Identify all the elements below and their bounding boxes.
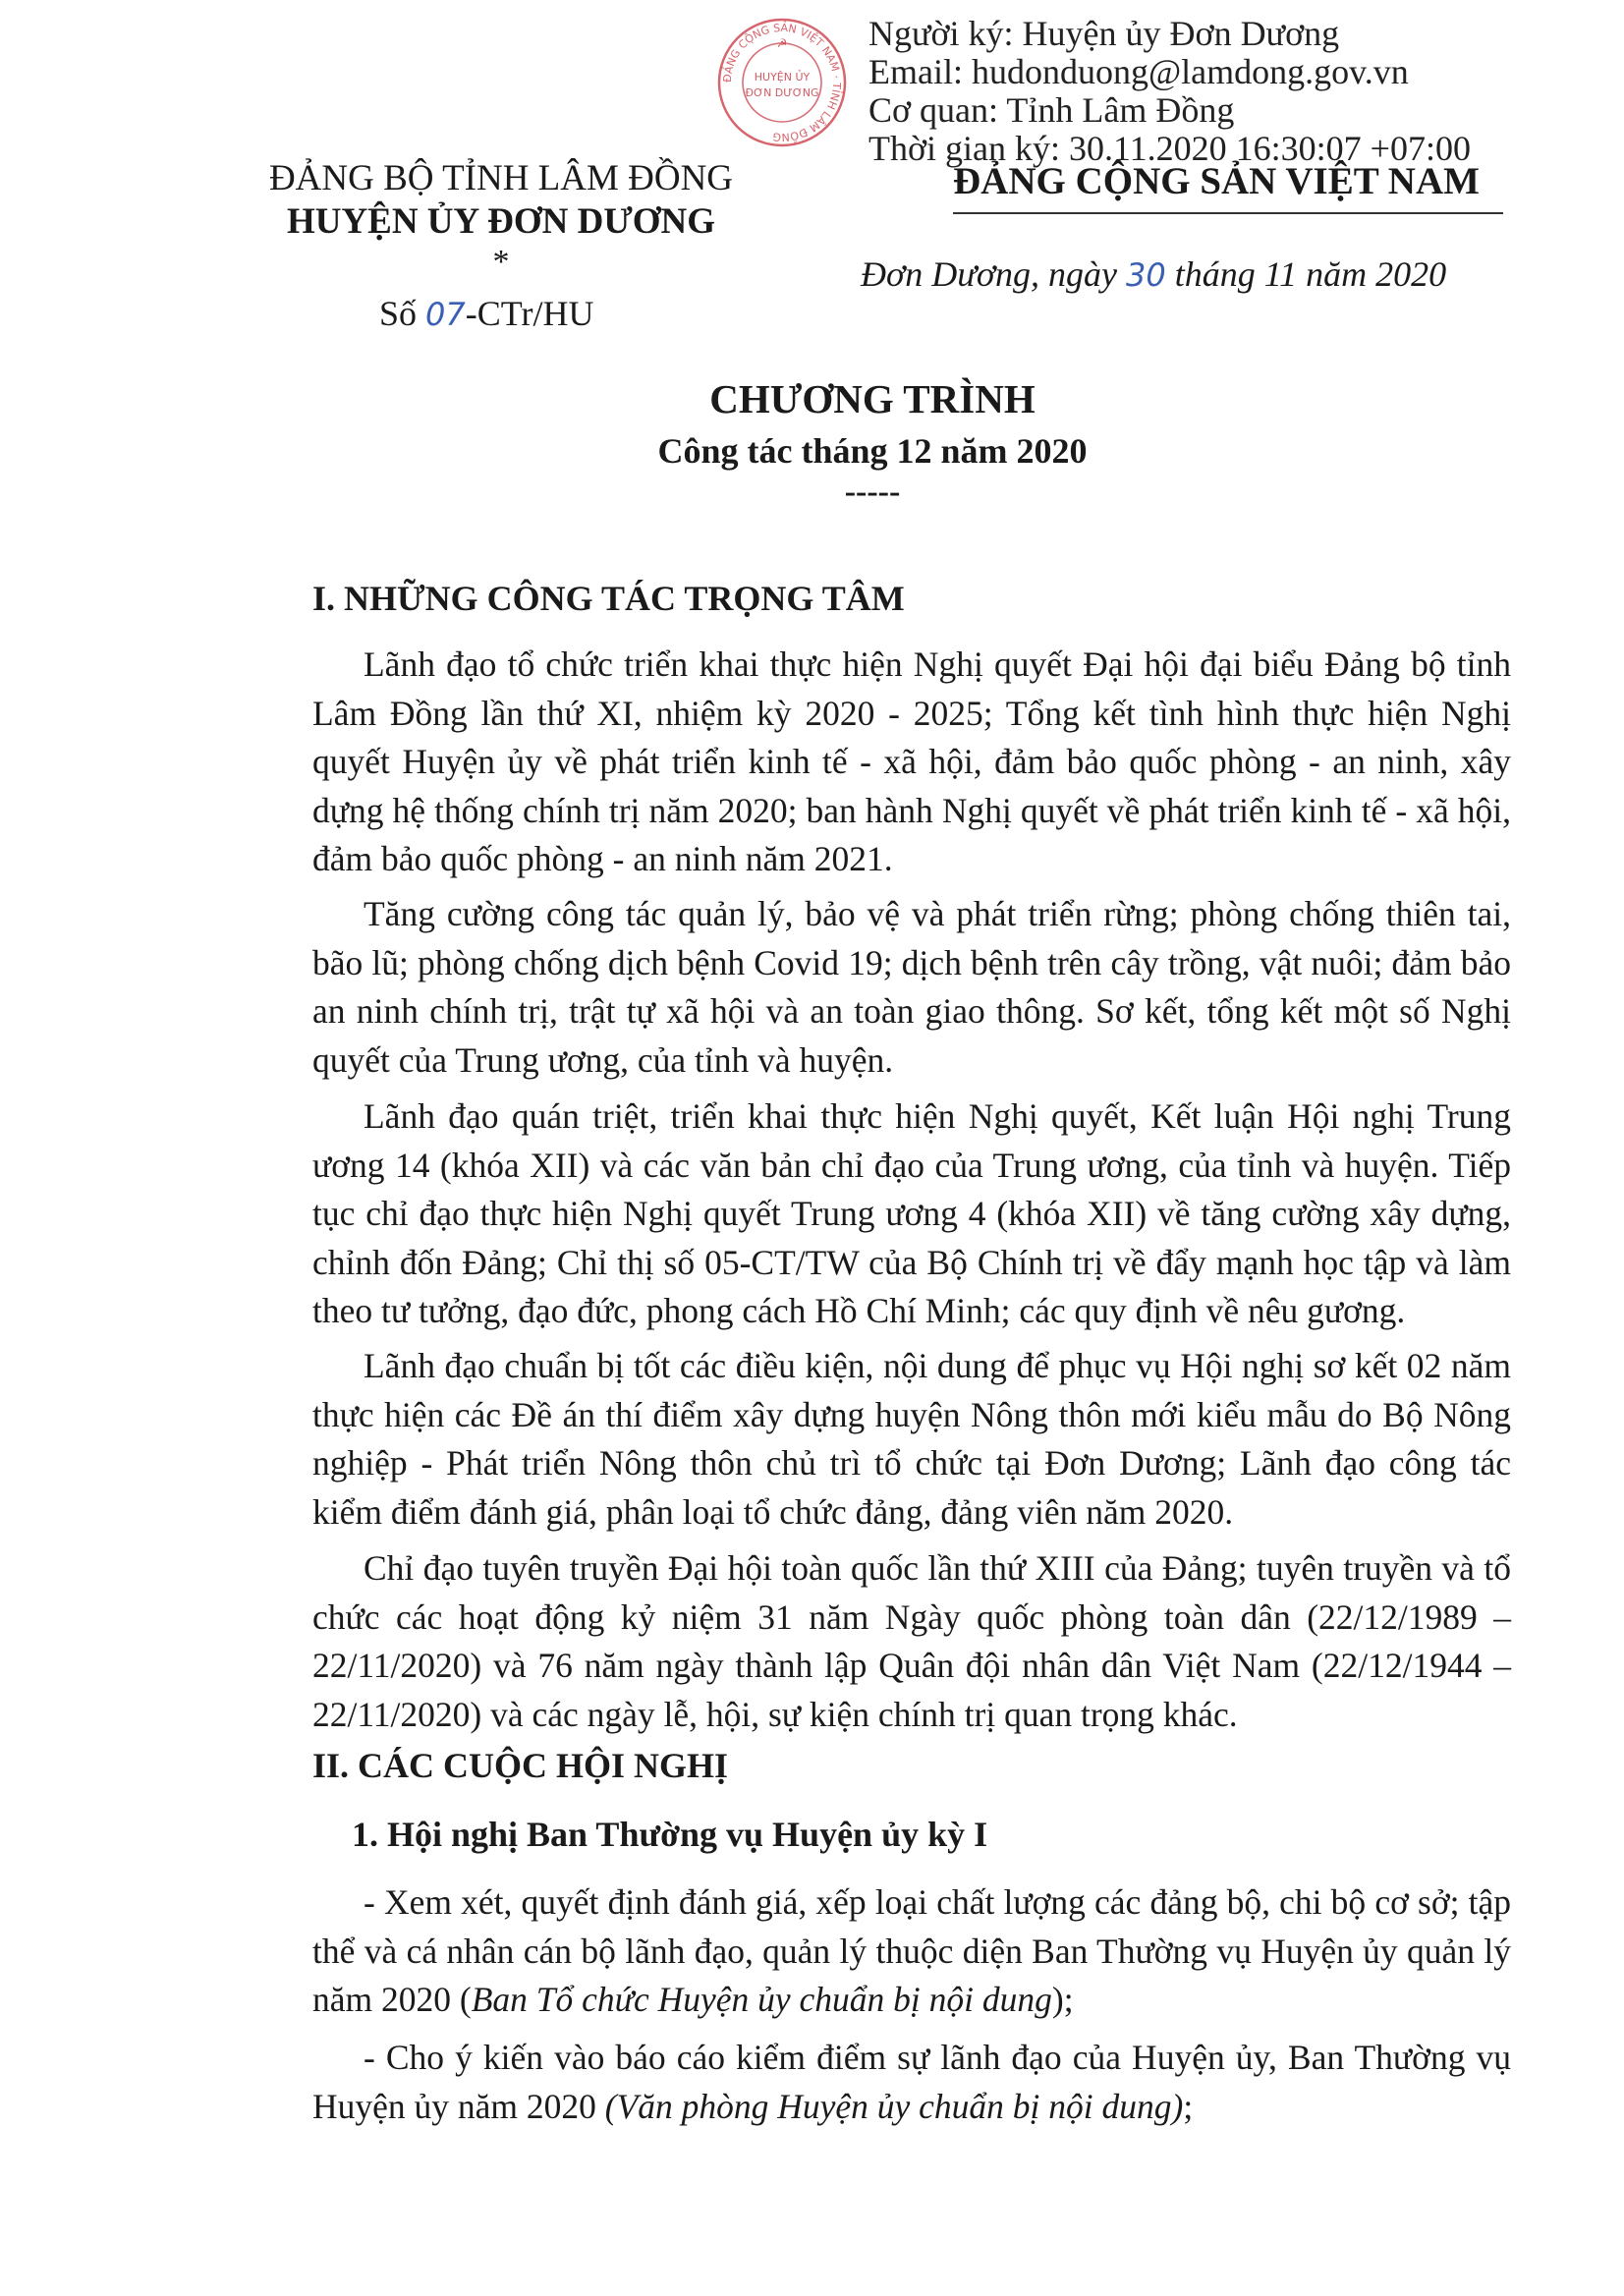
party-name: ĐẢNG CỘNG SẢN VIỆT NAM: [953, 160, 1480, 202]
signature-agency: Cơ quan: Tỉnh Lâm Đồng: [868, 90, 1235, 130]
document-title: CHƯƠNG TRÌNH: [709, 376, 1036, 421]
seal-center-line1: HUYỆN ỦY: [754, 71, 811, 84]
seal-ring-text: ĐẢNG CỘNG SẢN VIỆT NAM · TỈNH LÂM ĐỒNG: [720, 21, 844, 144]
section-2-subheading-1: 1. Hội nghị Ban Thường vụ Huyện ủy kỳ I: [352, 1815, 988, 1854]
svg-text:☭: ☭: [776, 36, 788, 50]
district-committee-name: HUYỆN ỦY ĐƠN DƯƠNG: [286, 201, 716, 242]
number-handwritten: 07: [425, 296, 466, 333]
section-1-paragraph-4: Lãnh đạo chuẩn bị tốt các điều kiện, nội dung để phục vụ Hội nghị sơ kết 02 năm thực hiện các Đề án thí điểm xây dựng huyện Nông thôn mới kiểu mẫu do Bộ Nông nghiệp - Phát triển Nông thôn chủ trì tổ chức tại Đơn Dương; Lãnh đạo công tác kiểm điểm đánh giá, phân loại tổ chức đảng, đảng viên năm 2020.: [312, 1346, 1511, 1532]
item-1-italic: Ban Tổ chức Huyện ủy chuẩn bị nội dung: [471, 1980, 1052, 2019]
signature-email: Email: hudonduong@lamdong.gov.vn: [868, 52, 1409, 91]
section-2-item-1: [312, 1878, 1511, 2025]
title-separator: -----: [844, 474, 901, 510]
section-2-heading: II. CÁC CUỘC HỘI NGHỊ: [312, 1746, 729, 1785]
section-1-paragraph-1: Lãnh đạo tổ chức triển khai thực hiện Nghị quyết Đại hội đại biểu Đảng bộ tỉnh Lâm Đồng lần thứ XI, nhiệm kỳ 2020 - 2025; Tổng kết tình hình thực hiện Nghị quyết Huyện ủy về phát triển kinh tế - xã hội, đảm bảo quốc phòng - an ninh, xây dựng hệ thống chính trị năm 2020; ban hành Nghị quyết về phát triển kinh tế - xã hội, đảm bảo quốc phòng - an ninh năm 2021.: [312, 644, 1511, 878]
date-prefix: Đơn Dương, ngày: [861, 254, 1118, 294]
section-1-paragraph-5: Chỉ đạo tuyên truyền Đại hội toàn quốc lần thứ XIII của Đảng; tuyên truyền và tổ chức các hoạt động kỷ niệm 31 năm Ngày quốc phòng toàn dân (22/12/1989 – 22/11/2020) và 76 năm ngày thành lập Quân đội nhân dân Việt Nam (22/12/1944 – 22/11/2020) và các ngày lễ, hội, sự kiện chính trị quan trọng khác.: [312, 1548, 1511, 1734]
seal-center-line2: ĐƠN DƯƠNG: [745, 86, 819, 99]
section-1-paragraph-2: Tăng cường công tác quản lý, bảo vệ và phát triển rừng; phòng chống thiên tai, bão lũ; phòng chống dịch bệnh Covid 19; dịch bệnh trên cây trồng, vật nuôi; đảm bảo an ninh chính trị, trật tự xã hội và an toàn giao thông. Sơ kết, tổng kết một số Nghị quyết của Trung ương, của tỉnh và huyện.: [312, 894, 1511, 1080]
document-subtitle: Công tác tháng 12 năm 2020: [657, 431, 1088, 471]
item-1-end: );: [1051, 1980, 1074, 2019]
item-2-italic: (Văn phòng Huyện ủy chuẩn bị nội dung): [604, 2086, 1184, 2126]
number-prefix: Số: [379, 294, 418, 333]
province-party-name: ĐẢNG BỘ TỈNH LÂM ĐỒNG: [268, 158, 734, 198]
section-1-paragraph-3: Lãnh đạo quán triệt, triển khai thực hiện Nghị quyết, Kết luận Hội nghị Trung ương 14 (khóa XII) và các văn bản chỉ đạo của Trung ương, của tỉnh và huyện. Tiếp tục chỉ đạo thực hiện Nghị quyết Trung ương 4 (khóa XII) về tăng cường xây dựng, chỉnh đốn Đảng; Chỉ thị số 05-CT/TW của Bộ Chính trị về đẩy mạnh học tập và làm theo tư tưởng, đạo đức, phong cách Hồ Chí Minh; các quy định về nêu gương.: [312, 1096, 1511, 1330]
document-date: [861, 253, 1446, 295]
signature-signer: Người ký: Huyện ủy Đơn Dương: [868, 14, 1340, 53]
signature-time: Thời gian ký: 30.11.2020 16:30:07 +07:00: [868, 129, 1471, 168]
section-1-heading: I. NHỮNG CÔNG TÁC TRỌNG TÂM: [312, 579, 905, 618]
party-underline: [953, 212, 1503, 214]
header-star: *: [492, 244, 510, 280]
item-1-text: - Xem xét, quyết định đánh giá, xếp loại chất lượng các đảng bộ, chi bộ cơ sở; tập thể và cá nhân cán bộ lãnh đạo, quản lý thuộc diện Ban Thường vụ Huyện ủy quản lý năm 2020 (: [312, 1882, 1511, 2019]
day-handwritten: 30: [1126, 256, 1166, 294]
document-number: [379, 293, 593, 334]
item-2-end: ;: [1183, 2086, 1194, 2126]
date-suffix: tháng 11 năm 2020: [1174, 254, 1447, 294]
party-seal-stamp: [713, 14, 851, 151]
item-2-text: - Cho ý kiến vào báo cáo kiểm điểm sự lãnh đạo của Huyện ủy, Ban Thường vụ Huyện ủy năm 2020: [312, 2038, 1511, 2126]
section-2-item-2: [312, 2034, 1511, 2131]
number-suffix: -CTr/HU: [465, 294, 594, 333]
